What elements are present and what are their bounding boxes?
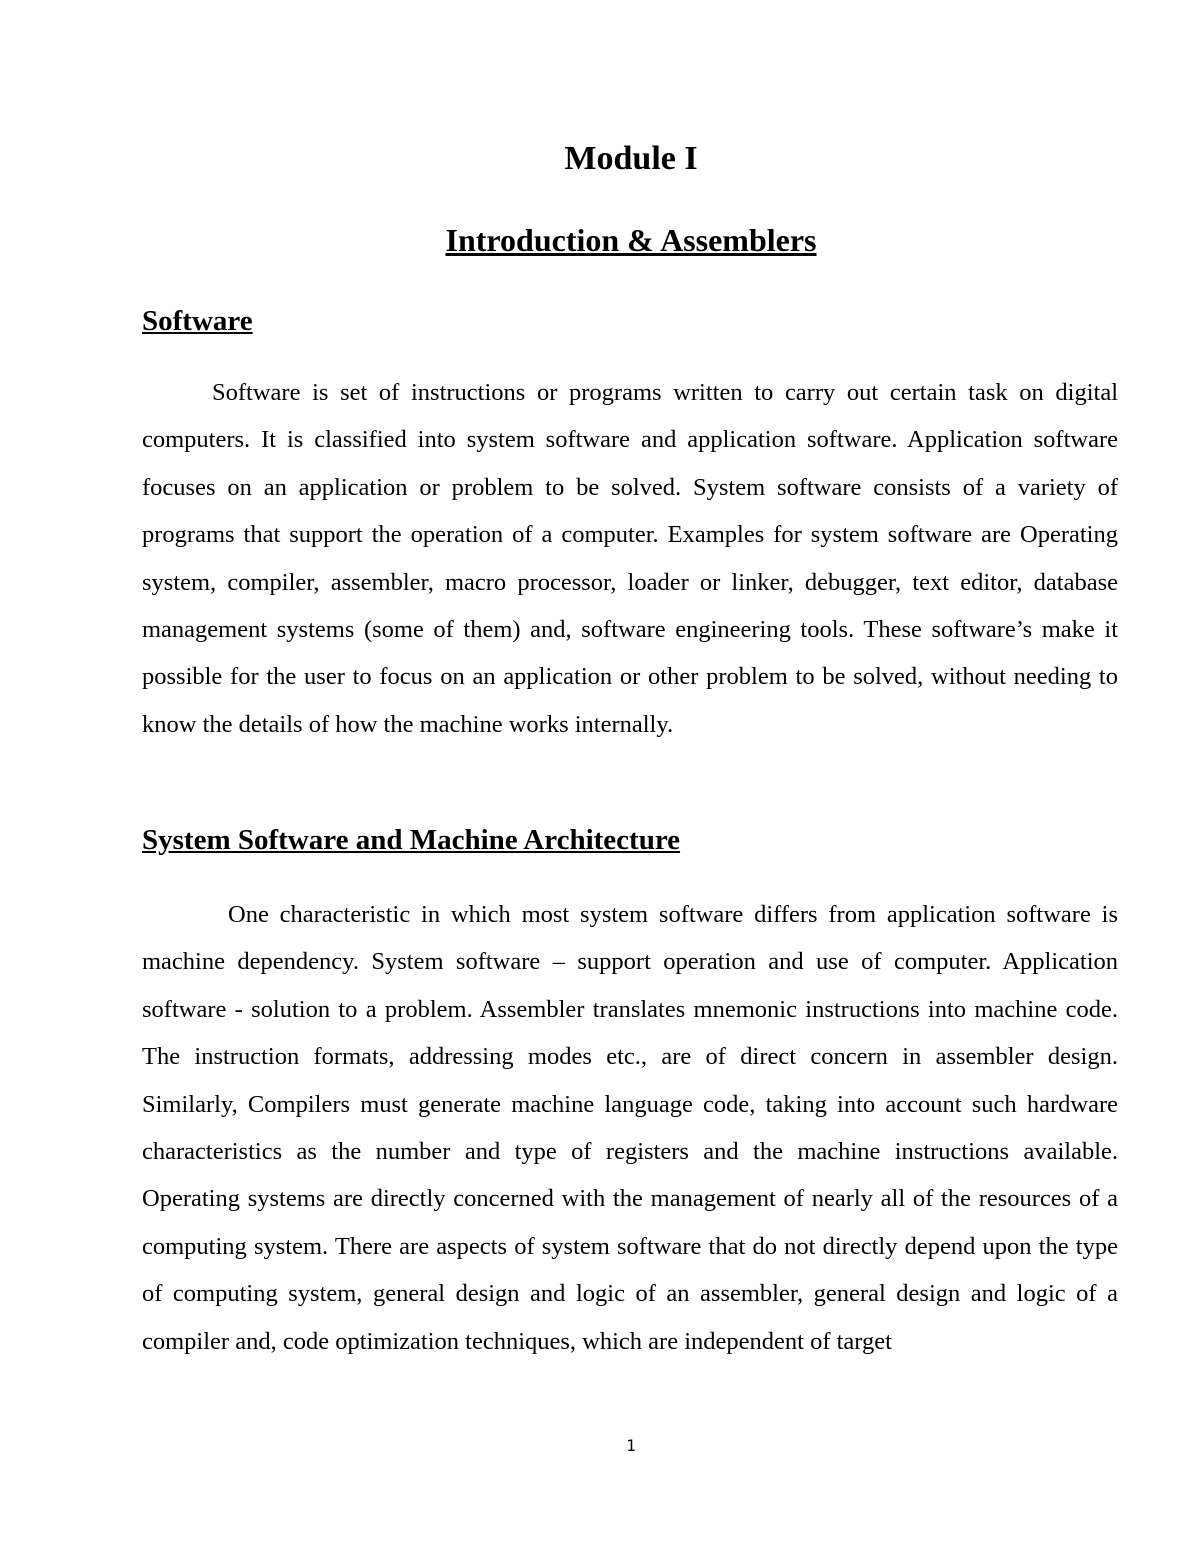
module-title: Module I <box>564 140 698 177</box>
section-heading-software: Software <box>142 305 253 337</box>
page-number: 1 <box>626 1436 636 1455</box>
chapter-title: Introduction & Assemblers <box>445 222 817 258</box>
software-paragraph: Software is set of instructions or programs written to carry out certain task on digital computers. It is classified into system software and application software. Application software focuses on an application or problem to be solved. System software consists of a variety of programs that support the operation of a computer. Examples for system software are Operating system, compiler, assembler, macro processor, loader or linker, debugger, text editor, database management systems (some of them) and, software engineering tools. These software’s make it possible for the user to focus on an application or other problem to be solved, without needing to know the details of how the machine works internally. <box>142 379 1118 738</box>
section-heading-system-software-architecture: System Software and Machine Architecture <box>142 824 681 856</box>
system-software-paragraph: One characteristic in which most system software differs from application software is machine dependency. System software – support operation and use of computer. Application software - solution to a problem. Assembler translates mnemonic instructions into machine code. The instruction formats, addressing modes etc., are of direct concern in assembler design. Similarly, Compilers must generate machine language code, taking into account such hardware characteristics as the number and type of registers and the machine instructions available. Operating systems are directly concerned with the management of nearly all of the resources of a computing system. There are aspects of system software that do not directly depend upon the type of computing system, general design and logic of an assembler, general design and logic of a compiler and, code optimization techniques, which are independent of target <box>142 901 1118 1355</box>
